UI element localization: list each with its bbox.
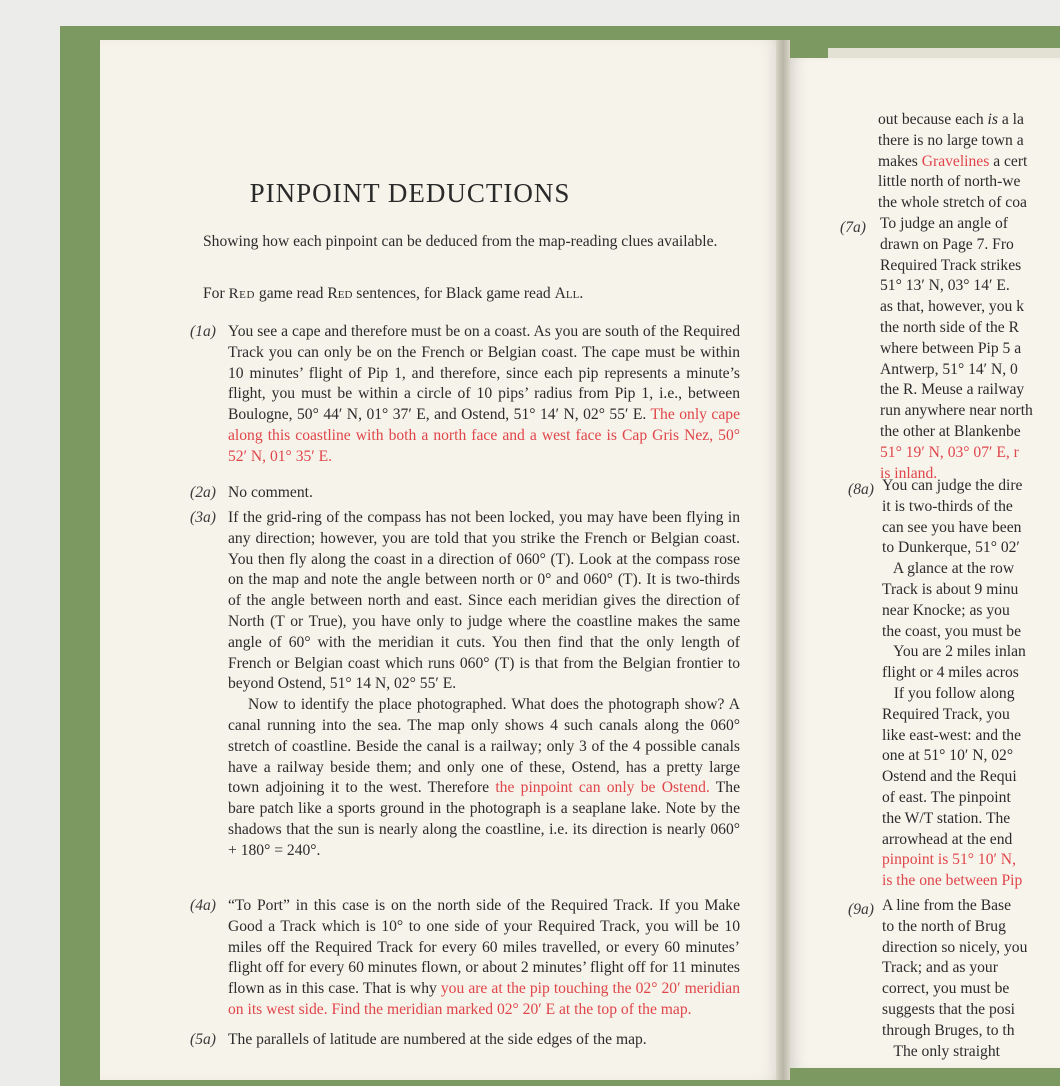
paragraph-1a: (1a) You see a cape and therefore must be on a coast. As you are south of the Required Track you can only be on the French or Belgian coast. The cape must be within 10 minutes’ flight of Pip 1, and therefore, since each pip represents a minute’s flight, you must be within a circle of 10 pips’ radius from Pip 1, i.e., between Boulogne, 50° 44′ N, 01° 37′ E, and Ostend, 51° 14′ N, 02° 55′ E. The only cape along this coastline with both a north face and a west face is Cap Gris Nez, 50° 52′ N, 01° 35′ E. [190,323,740,465]
book-gutter [776,40,790,1080]
red-sentence: The only cape along this coastline with both a north face and a west face is Cap Gris Nez, 50° 52′ N, 01° 35′ E. [228,406,740,465]
text-line: to Dunkerque, 51° 02′ [882,539,1020,557]
paragraph-8a [882,476,1026,892]
game-instruction: For Red game read Red sentences, for Black game read All. [203,285,584,302]
text-line: like east-west: and the [882,726,1021,744]
text-line: Required Track strikes [880,256,1022,274]
text-line: to the north of Brug [882,917,1006,935]
text-line: A glance at the row [882,560,1015,578]
text-line: A line from the Base [882,897,1012,914]
text-line: You are 2 miles inlan [882,643,1026,661]
text-line: through Bruges, to th [882,1021,1015,1039]
text-line: suggests that the posi [882,1000,1015,1018]
text-line: pinpoint is 51° 10′ N, [882,851,1016,869]
text-line: as that, however, you k [880,298,1025,316]
text-line: flight or 4 miles acros [882,664,1019,682]
paragraph-label: (9a) [848,901,874,918]
text-line: Track is about 9 minu [882,580,1019,598]
text-line: Antwerp, 51° 14′ N, 0 [880,360,1018,378]
text-line: direction so nicely, you [882,938,1028,956]
text-line: it is two-thirds of the [882,497,1013,515]
red-word: Red [228,286,256,302]
paragraph-label: (5a) [190,1031,216,1048]
red-sentence: the pinpoint can only be Ostend. [495,779,710,797]
text-line: arrowhead at the end [882,830,1013,848]
text-line: You can judge the dire [882,477,1023,494]
text-line: the north side of the R [880,318,1020,336]
paragraph-2a: (2a) No comment. [190,483,740,504]
text-line: one at 51° 10′ N, 02° [882,747,1014,765]
text-line: is inland. [880,464,938,482]
paragraph-7a [880,214,1033,484]
text-line: little north of north-we [878,173,1021,191]
paragraph-label: (4a) [190,897,216,914]
text-line: where between Pip 5 a [880,339,1022,357]
red-word: Red [327,285,353,302]
text-line: 51° 13′ N, 03° 14′ E. [880,277,1010,295]
text-line: Required Track, you [882,705,1010,723]
text-line: the W/T station. The [882,809,1011,827]
paragraph-label: (8a) [848,481,874,498]
paragraph-9a [882,896,1027,1062]
paragraph-label: (7a) [840,219,866,236]
paragraph-label: (3a) [190,509,216,526]
text-line: correct, you must be [882,980,1010,998]
red-sentence: you are at the pip touching the 02° 20′ meridian on its west side. Find the meridian marked 02° 20′ E at the top of the map. [228,980,741,1018]
text-line: out because each is a la [878,111,1024,128]
page-title: PINPOINT DEDUCTIONS [249,178,571,208]
text-line: If you follow along [882,684,1015,702]
text-line: the coast, you must be [882,622,1022,640]
paragraph-label: (1a) [190,323,216,340]
text-line: run anywhere near north [880,402,1033,420]
text-line: drawn on Page 7. Fro [880,235,1014,253]
text-line: 51° 19′ N, 03° 07′ E, r [880,443,1019,461]
text-line: there is no large town a [878,131,1024,149]
text-line: The only straight [882,1042,1000,1060]
intro-text: Showing how each pinpoint can be deduced from the map-reading clues available. [203,233,718,250]
all-word: All [554,285,580,302]
text-line: of east. The pinpoint [882,788,1011,806]
text-line: the whole stretch of coa [878,194,1027,212]
right-column-top [878,110,1027,214]
text-line: the R. Meuse a railway [880,381,1025,399]
text-line: can see you have been [882,518,1022,536]
paragraph-4a: (4a) “To Port” in this case is on the north side of the Required Track. If you Make Good a Track which is 10° to one side of your Required Track, you will be 10 miles off the Required Track for every 60 miles travelled, or every 60 minutes’ flight off for every 60 minutes flown, or about 2 minutes’ flight off for 11 minutes flown as in this case. That is why you are at the pip touching the 02° 20′ meridian on its west side. Find the meridian marked 02° 20′ E at the top of the map. [190,897,741,1018]
text-line: the other at Blankenbe [880,422,1021,440]
text-line: is the one between Pip [882,872,1023,890]
text-line: Ostend and the Requi [882,768,1017,786]
text-line: Track; and as your [882,959,998,977]
text-line: makes Gravelines a cert [878,152,1028,170]
text-line: near Knocke; as you [882,601,1010,619]
paragraph-3a: (3a) If the grid-ring of the compass has not been locked, you may have been flying in any direction; however, you are told that you strike the French or Belgian coast. You then fly along the coast in a direction of 060° (T). Look at the compass rose on the map and note the angle between north or 0° and 060° (T). It is two-thirds of the angle between north and east. Since each meridian gives the direction of North (T or True), you have only to judge where the coastline makes the same angle of 60° with the meridian it cuts. You then find that the only length of French or Belgian coast which runs 060° (T) is that from the Belgian frontier to beyond Ostend, 51° 14 N, 02° 55′ E. Now to identify the place photographed. What does the photograph show? A canal running into the sea. The map only shows 4 such canals along the 060° stretch of coastline. Beside the canal is a railway; only 3 of the 4 possible canals have a railway beside them; and only one of these, Ostend, has a pretty large town adjoining it to the west. Therefore the pinpoint can only be Ostend. The bare patch like a sports ground in the photograph is a seaplane lake. Note by the shadows that the sun is nearly along the coastline, i.e. its direction is nearly 060° + 180° = 240°. [190,509,740,859]
paragraph-label: (2a) [190,484,216,501]
paragraph-5a: (5a) The parallels of latitude are numbered at the side edges of the map. [190,1030,740,1051]
text-line: To judge an angle of [880,215,1008,232]
